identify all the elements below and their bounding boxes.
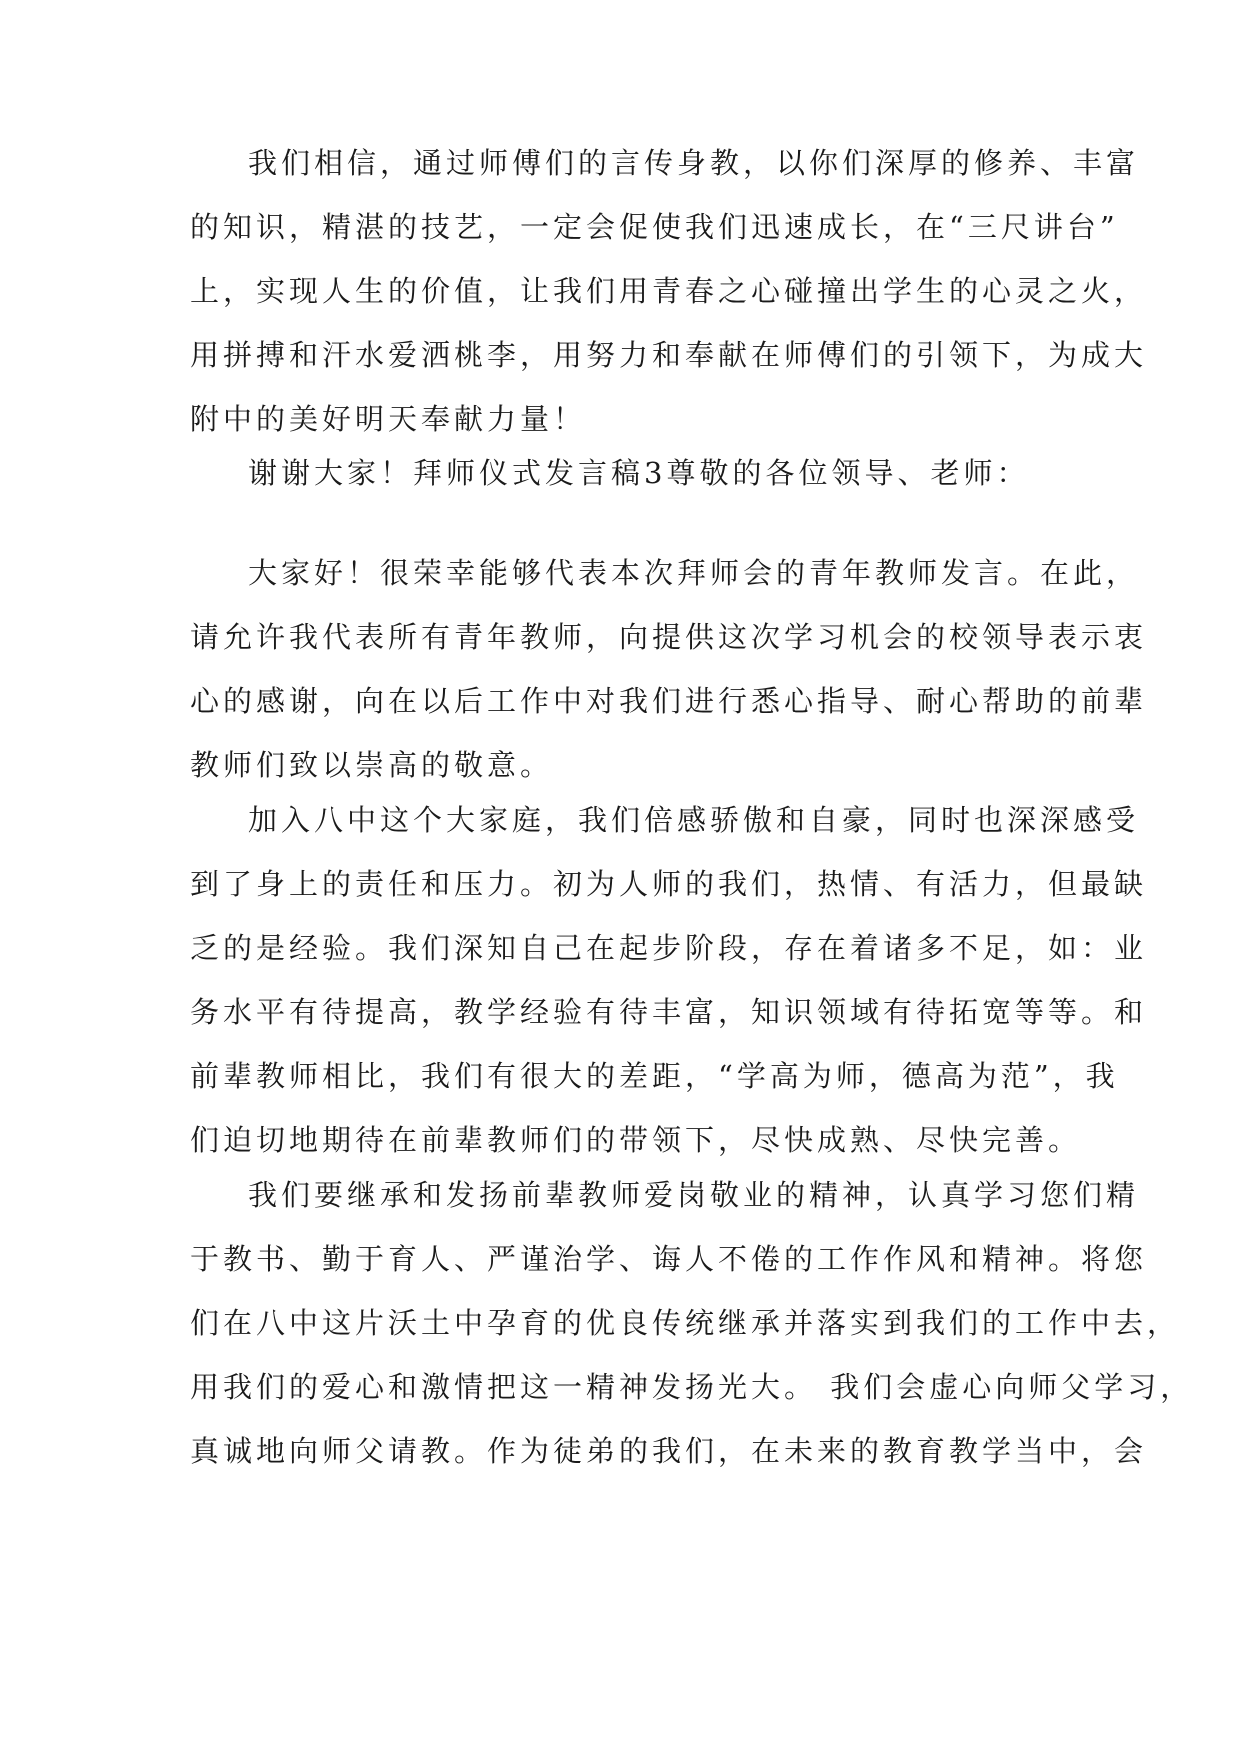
paragraph-line: 用我们的爱心和激情把这一精神发扬光大。 我们会虚心向师父学习， bbox=[190, 1370, 1194, 1404]
paragraph-line: 上，实现人生的价值，让我们用青春之心碰撞出学生的心灵之火， bbox=[190, 274, 1148, 308]
paragraph-line: 乏的是经验。我们深知自己在起步阶段，存在着诸多不足，如：业 bbox=[190, 931, 1148, 965]
paragraph-line: 的知识，精湛的技艺，一定会促使我们迅速成长，在“三尺讲台” bbox=[190, 210, 1119, 244]
paragraph-3 bbox=[190, 541, 1148, 797]
paragraph-line: 谢谢大家！拜师仪式发言稿3尊敬的各位领导、老师： bbox=[248, 456, 1030, 490]
paragraph-line: 们迫切地期待在前辈教师们的带领下，尽快成熟、尽快完善。 bbox=[190, 1123, 1082, 1157]
paragraph-line: 请允许我代表所有青年教师，向提供这次学习机会的校领导表示衷 bbox=[190, 620, 1148, 654]
paragraph-4 bbox=[190, 788, 1148, 1172]
paragraph-line: 我们相信，通过师傅们的言传身教，以你们深厚的修养、丰富 bbox=[248, 146, 1140, 180]
paragraph-line: 前辈教师相比，我们有很大的差距，“学高为师，德高为范”，我 bbox=[190, 1059, 1119, 1093]
paragraph-line: 到了身上的责任和压力。初为人师的我们，热情、有活力，但最缺 bbox=[190, 867, 1148, 901]
paragraph-line: 附中的美好明天奉献力量！ bbox=[190, 402, 587, 436]
paragraph-2 bbox=[190, 441, 1070, 505]
paragraph-line: 加入八中这个大家庭，我们倍感骄傲和自豪，同时也深深感受 bbox=[248, 803, 1140, 837]
paragraph-line: 我们要继承和发扬前辈教师爱岗敬业的精神，认真学习您们精 bbox=[248, 1178, 1140, 1212]
paragraph-line: 大家好！很荣幸能够代表本次拜师会的青年教师发言。在此， bbox=[248, 556, 1140, 590]
paragraph-line: 教师们致以崇高的敬意。 bbox=[190, 748, 554, 782]
paragraph-line: 真诚地向师父请教。作为徒弟的我们，在未来的教育教学当中，会 bbox=[190, 1434, 1148, 1468]
paragraph-line: 于教书、勤于育人、严谨治学、诲人不倦的工作作风和精神。将您 bbox=[190, 1242, 1148, 1276]
paragraph-line: 务水平有待提高，教学经验有待丰富，知识领域有待拓宽等等。和 bbox=[190, 995, 1148, 1029]
paragraph-line: 用拼搏和汗水爱洒桃李，用努力和奉献在师傅们的引领下，为成大 bbox=[190, 338, 1148, 372]
paragraph-line: 心的感谢，向在以后工作中对我们进行悉心指导、耐心帮助的前辈 bbox=[190, 684, 1148, 718]
paragraph-1 bbox=[190, 131, 1148, 451]
paragraph-5 bbox=[190, 1163, 1194, 1483]
paragraph-line: 们在八中这片沃土中孕育的优良传统继承并落实到我们的工作中去， bbox=[190, 1306, 1181, 1340]
